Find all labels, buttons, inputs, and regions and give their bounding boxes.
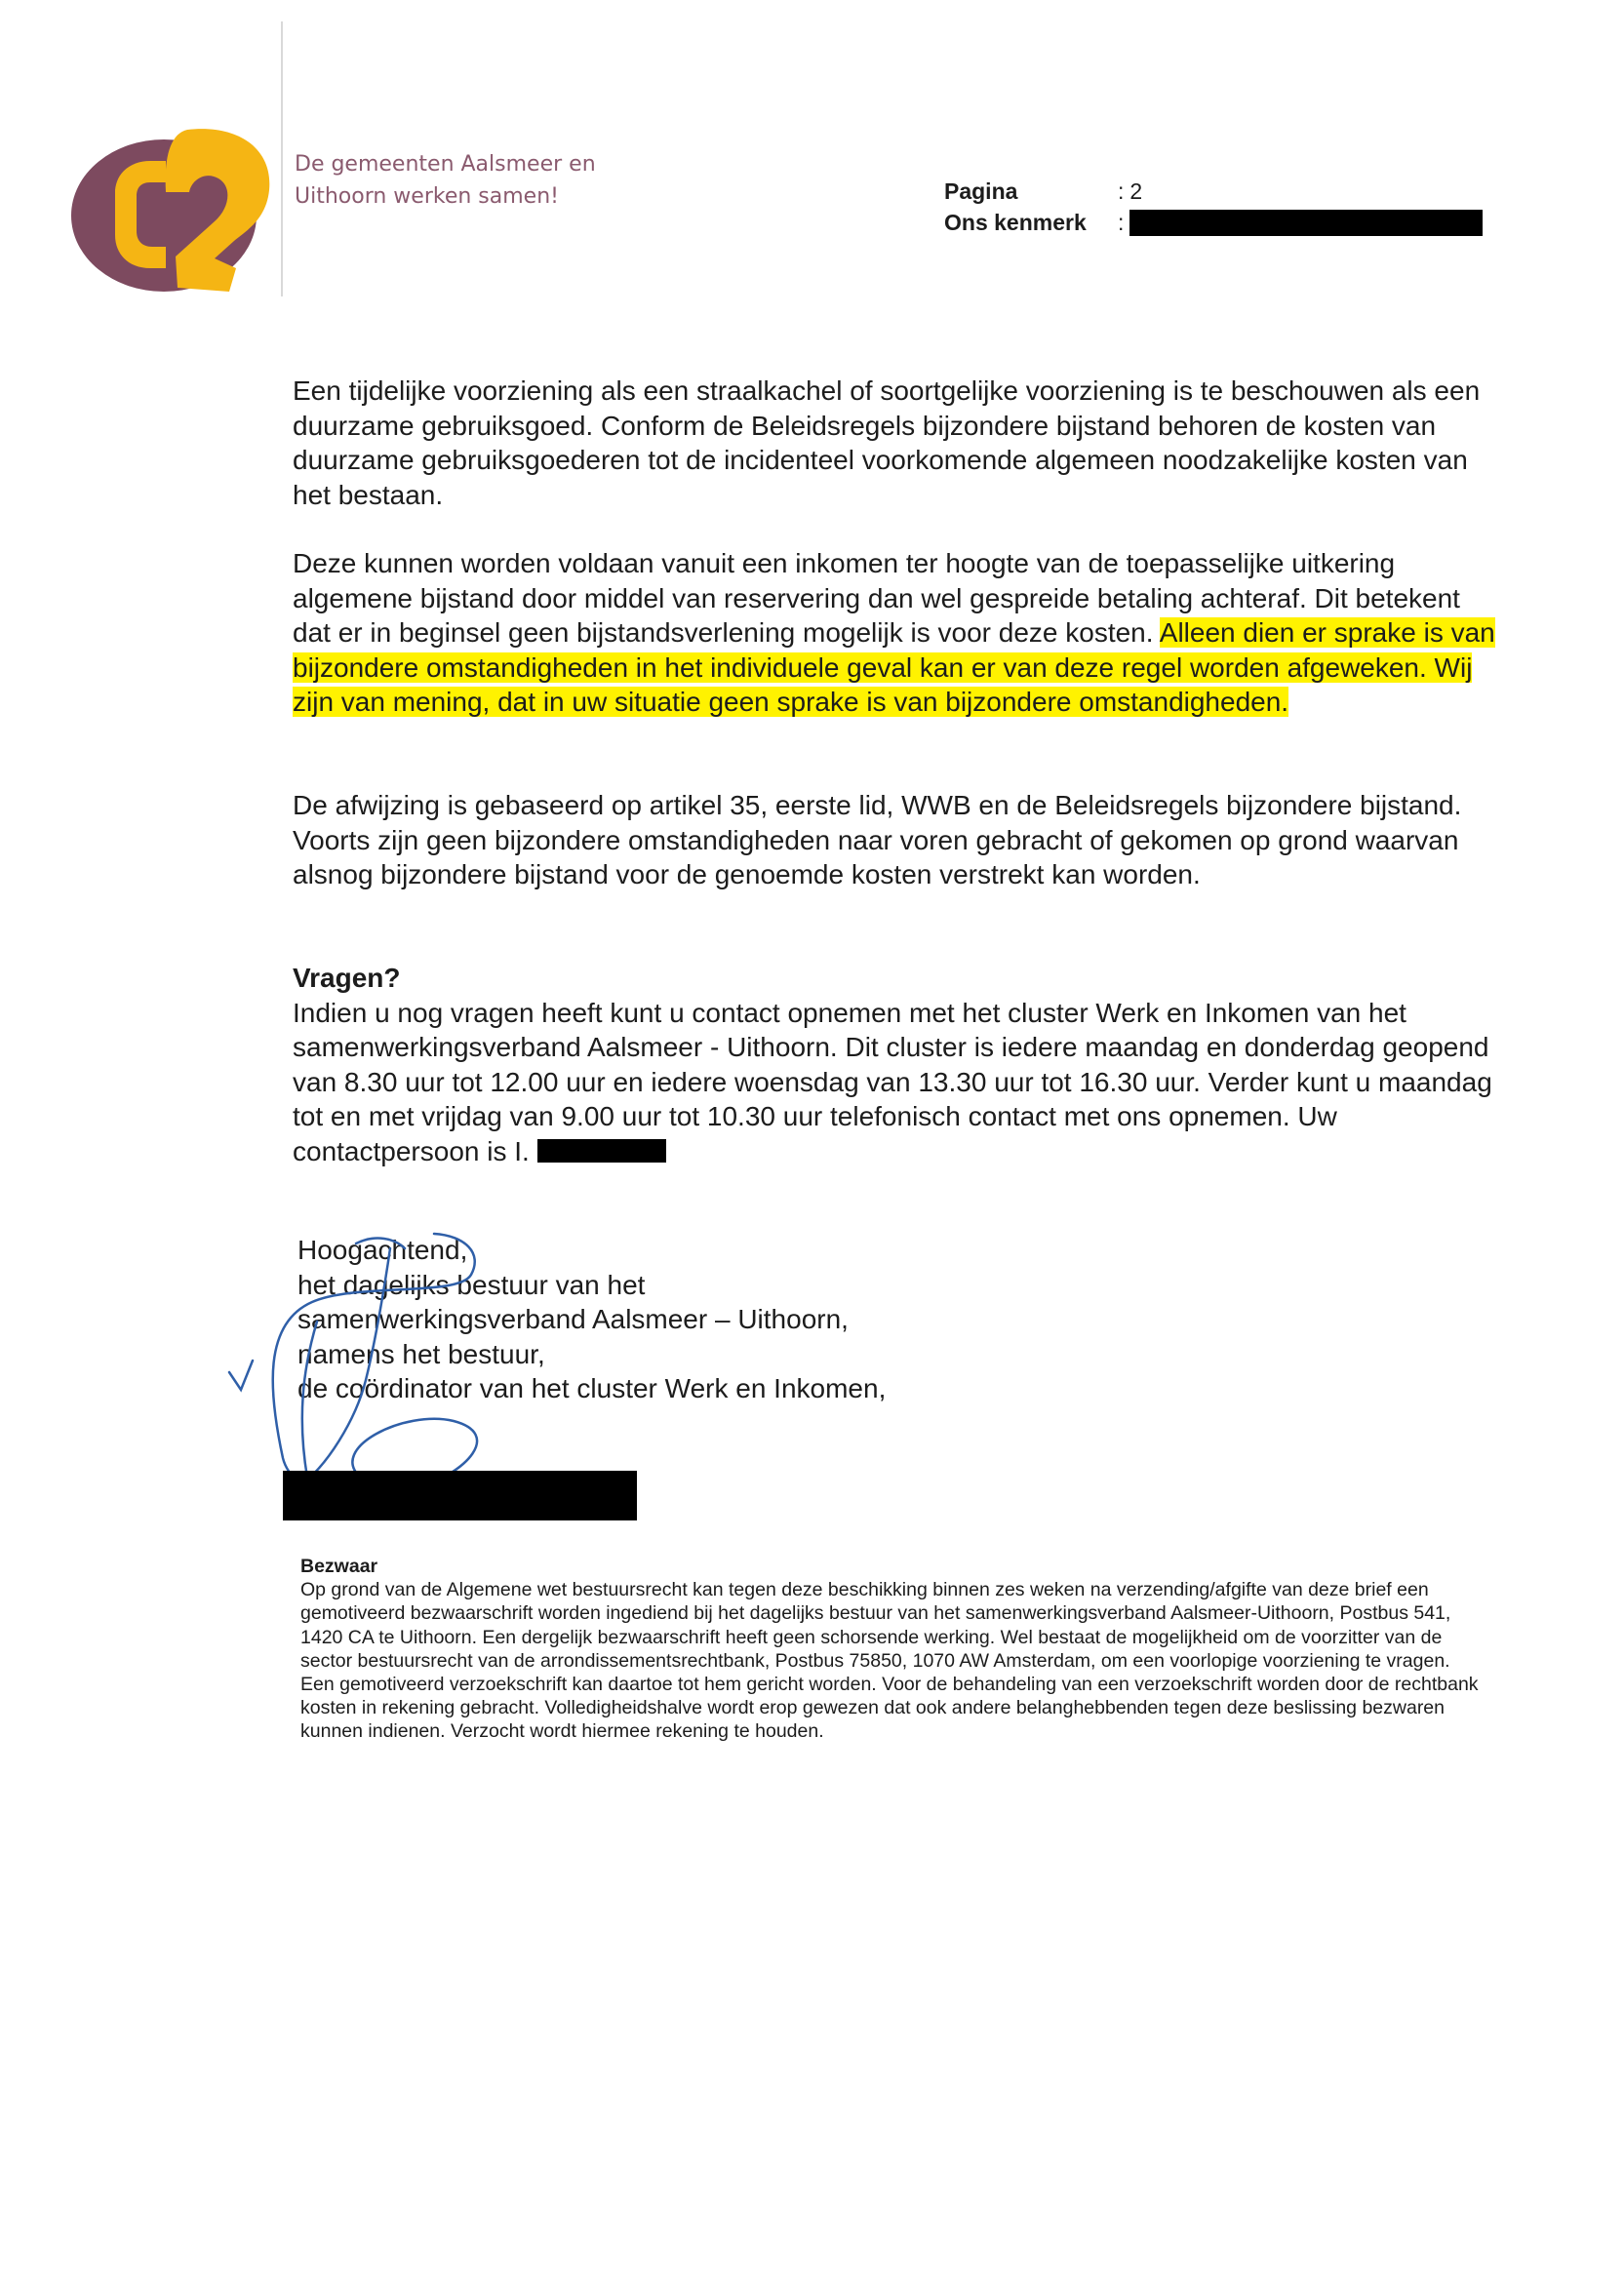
reference-row <box>944 207 1483 238</box>
paragraph-1-text: Een tijdelijke voorziening als een straalkachel of soortgelijke voorziening is te beschouwen als een duurzame gebruiksgoed. Conform de Beleidsregels bijzondere bijstand behoren de kosten van duurzame gebruiksgoederen tot de incidenteel voorkomende algemeen noodzakelijke kosten van het bestaan. <box>293 375 1481 510</box>
reference-redaction <box>1129 210 1483 236</box>
highlighted-text: Alleen dien er sprake is van bijzondere omstandigheden in het individuele geval kan er van deze regel worden afgeweken. Wij zijn van mening, dat in uw situatie geen sprake is van bijzondere omstandigheden. <box>293 617 1495 717</box>
contact-redaction <box>537 1139 666 1163</box>
paragraph-3-text: De afwijzing is gebaseerd op artikel 35, eerste lid, WWB en de Beleidsregels bijzondere bijstand. Voorts zijn geen bijzondere omstandigheden naar voren gebracht of gekomen op grond waarvan alsnog bijzondere bijstand voor de genoemde kosten verstrekt kan worden. <box>293 790 1462 889</box>
tagline <box>295 148 596 213</box>
page-separator: : <box>1118 178 1125 204</box>
signatory-name-redaction <box>283 1471 637 1520</box>
closing-on-behalf: namens het bestuur, <box>297 1338 545 1369</box>
header-divider <box>281 21 283 296</box>
paragraph-3 <box>293 788 1502 892</box>
page-label: Pagina <box>944 178 1018 204</box>
questions-text: Indien u nog vragen heeft kunt u contact opnemen met het cluster Werk en Inkomen van het samenwerkingsverband Aalsmeer - Uithoorn. Dit cluster is iedere maandag en donderdag geopend van 8.30 uur tot 12.00 uur en iedere woensdag van 13.30 uur tot 16.30 uur. Verder kunt u maandag tot en met vrijdag van 9.00 uur tot 10.30 uur telefonisch contact met ons opnemen. Uw contactpersoon is I. <box>293 997 1492 1166</box>
letter-meta <box>944 176 1483 238</box>
tagline-line-2: Uithoorn werken samen! <box>295 184 559 209</box>
closing-organisation: samenwerkingsverband Aalsmeer – Uithoorn, <box>297 1304 849 1334</box>
closing-coordinator: de coördinator van het cluster Werk en Inkomen, <box>297 1373 887 1403</box>
questions-heading: Vragen? <box>293 963 401 993</box>
paragraph-2 <box>293 546 1502 720</box>
objection-title: Bezwaar <box>300 1556 378 1577</box>
municipality-logo <box>68 122 273 297</box>
page-number: 2 <box>1129 178 1143 204</box>
tagline-line-1: De gemeenten Aalsmeer en <box>295 152 596 177</box>
objection-text: Op grond van de Algemene wet bestuursrecht kan tegen deze beschikking binnen zes weken na verzending/afgifte van deze brief een gemotiveerd bezwaarschrift worden ingediend bij het dagelijks bestuur van het samenwerkingsverband Aalsmeer-Uithoorn, Postbus 541, 1420 CA te Uithoorn. Een dergelijk bezwaarschrift heeft geen schorsende werking. Wel bestaat de mogelijkheid om de voorzitter van de sector bestuursrecht van de arrondissementsrechtbank, Postbus 75850, 1070 AW Amsterdam, om een voorlopige voorziening te vragen. Een gemotiveerd verzoekschrift kan daartoe tot hem gericht worden. Voor de behandeling van een verzoekschrift worden door de rechtbank kosten in rekening gebracht. Volledigheidshalve wordt erop gewezen dat ook andere belanghebbenden tegen deze beslissing bezwaren kunnen indienen. Verzocht wordt hiermee rekening te houden. <box>300 1579 1479 1743</box>
objection-notice <box>300 1555 1481 1744</box>
closing-board: het dagelijks bestuur van het <box>297 1269 646 1300</box>
reference-label: Ons kenmerk <box>944 210 1087 235</box>
closing-greeting: Hoogachtend, <box>297 1235 468 1265</box>
paragraph-1 <box>293 374 1502 512</box>
questions-section <box>293 961 1502 1168</box>
reference-separator: : <box>1118 210 1125 235</box>
page-row <box>944 176 1483 207</box>
paragraph-2-text: Deze kunnen worden voldaan vanuit een inkomen ter hoogte van de toepasselijke uitkering algemene bijstand door middel van reservering dan wel gespreide betaling achteraf. Dit betekent dat er in beginsel geen bijstandsverlening mogelijk is voor deze kosten. <box>293 548 1460 648</box>
